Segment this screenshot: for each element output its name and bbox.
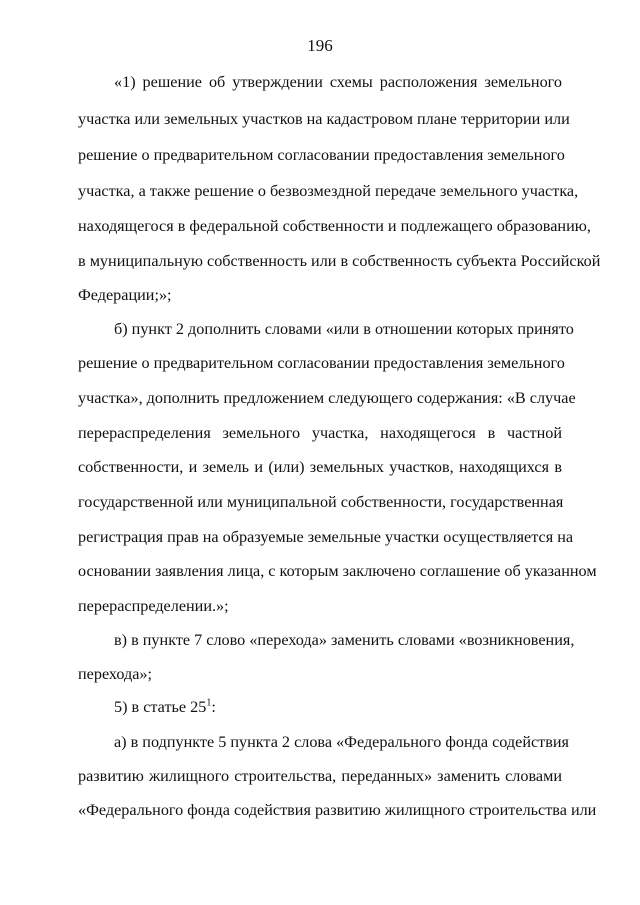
- text-line: государственной или муниципальной собственности, государственная: [78, 493, 564, 511]
- text-line: решение о предварительном согласовании предоставления земельного: [78, 354, 565, 372]
- text-line: участка», дополнить предложением следующего содержания: «В случае: [78, 389, 576, 407]
- text-line: перехода»;: [78, 665, 153, 683]
- text-line: а) в подпункте 5 пункта 2 слова «Федерального фонда содействия: [114, 733, 569, 751]
- page-number: 196: [307, 36, 333, 55]
- text-line: перераспределения земельного участка, находящегося в частной: [78, 424, 562, 442]
- text-line: б) пункт 2 дополнить словами «или в отношении которых принято: [114, 320, 574, 338]
- text-line: развитию жилищного строительства, переданных» заменить словами: [78, 767, 562, 785]
- text-line: основании заявления лица, с которым заключено соглашение об указанном: [78, 562, 597, 580]
- text-line: собственности, и земель и (или) земельных участков, находящихся в: [78, 458, 562, 476]
- text-line: Федерации;»;: [78, 286, 172, 304]
- text-line: участка, а также решение о безвозмездной передаче земельного участка,: [78, 182, 579, 200]
- text-line: находящегося в федеральной собственности и подлежащего образованию,: [78, 217, 591, 235]
- text-line: «1) решение об утверждении схемы расположения земельного: [114, 73, 562, 91]
- text-line: регистрация прав на образуемые земельные участки осуществляется на: [78, 528, 574, 546]
- text-line: участка или земельных участков на кадастровом плане территории или: [78, 110, 570, 128]
- text-line: решение о предварительном согласовании предоставления земельного: [78, 146, 565, 164]
- article-heading: [114, 697, 562, 717]
- article-superscript: 1: [206, 697, 212, 709]
- text-line: в муниципальную собственность или в собственность субъекта Российской: [78, 252, 601, 270]
- article-heading-suffix: :: [211, 698, 216, 716]
- text-line: перераспределении.»;: [78, 597, 229, 615]
- article-heading-text: 5) в статье 25: [114, 698, 207, 716]
- text-line: «Федерального фонда содействия развитию жилищного строительства или: [78, 801, 597, 819]
- text-line: в) в пункте 7 слово «перехода» заменить словами «возникновения,: [114, 631, 575, 649]
